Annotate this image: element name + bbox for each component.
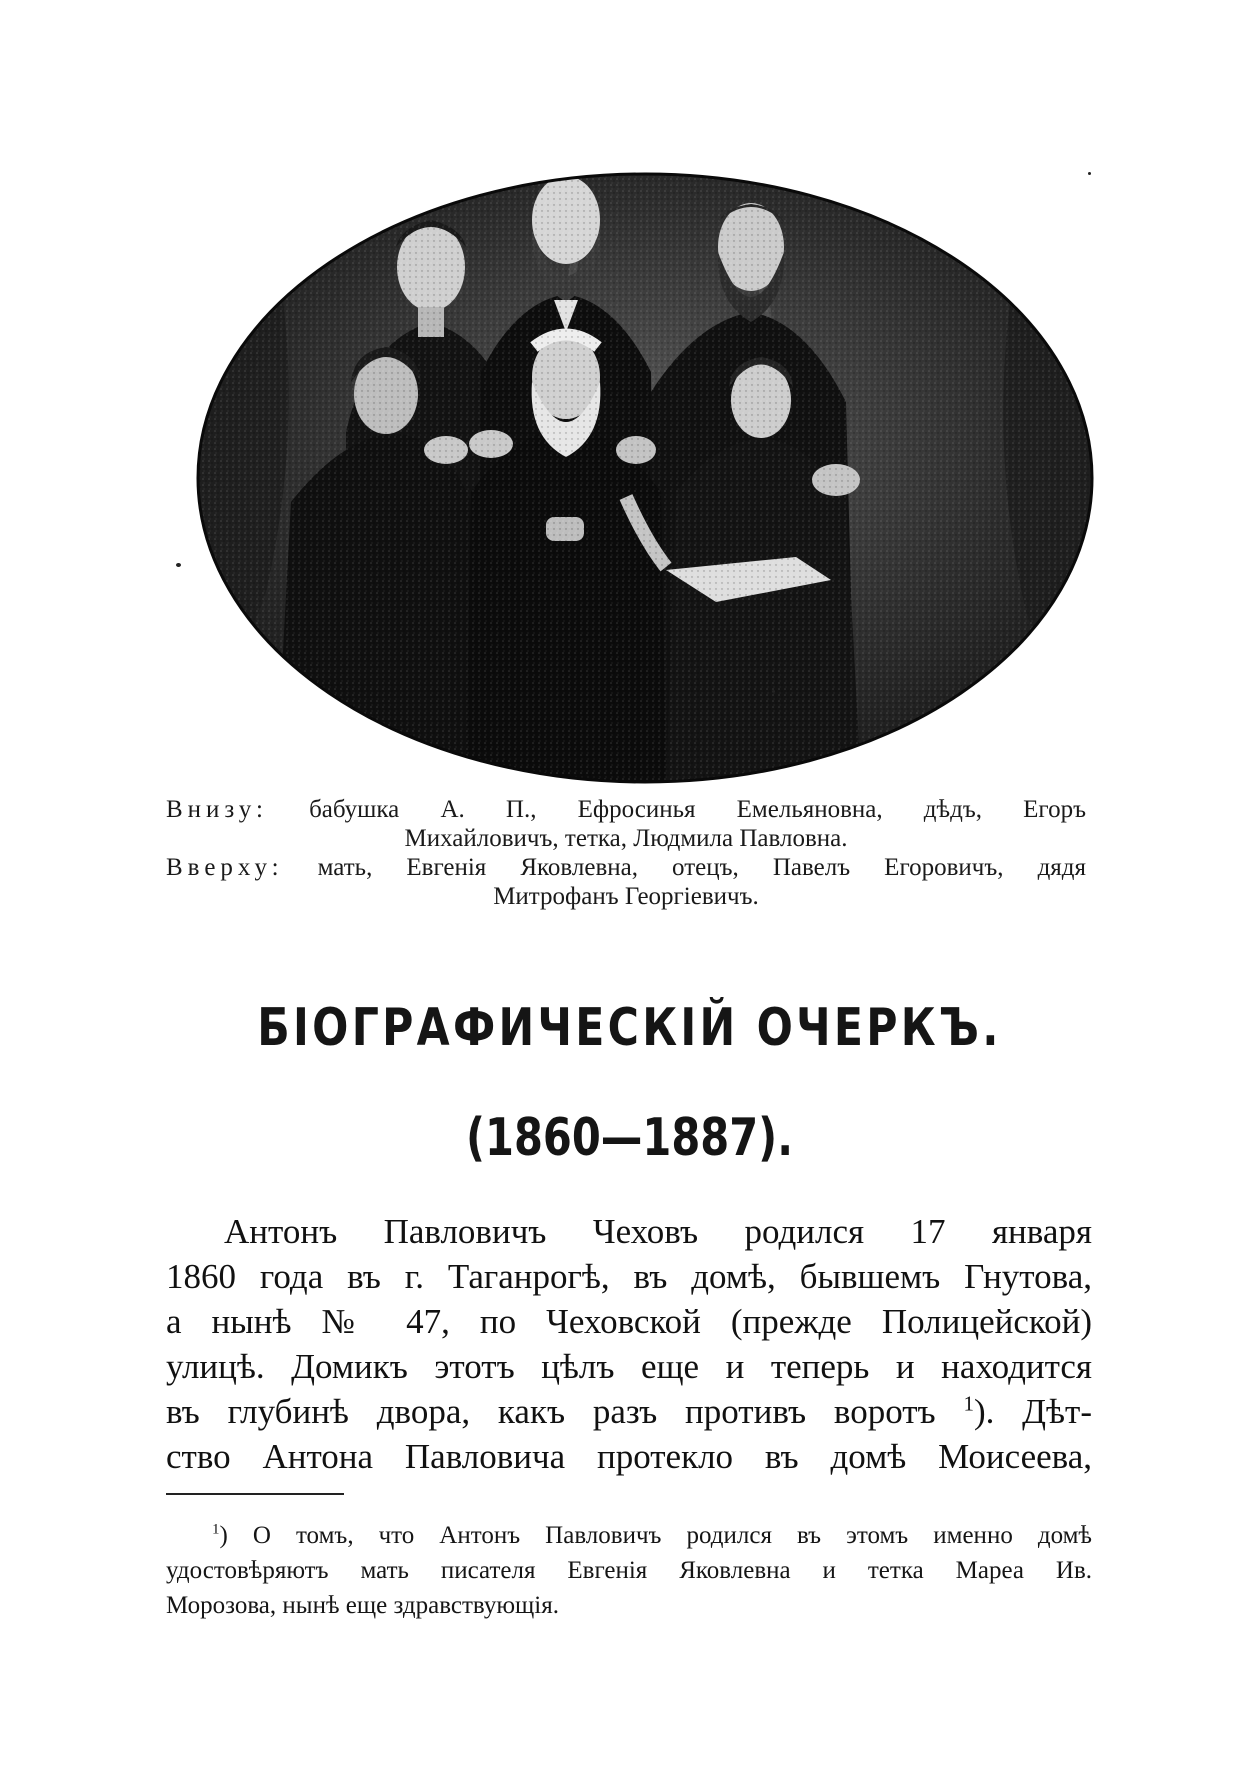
footnote-divider (166, 1493, 344, 1495)
footnote-line: удостовѣряютъ мать писателя Евгенія Яковлевна и тетка Мареа Ив. (166, 1557, 1092, 1584)
print-speck (1088, 172, 1091, 175)
body-paragraph (166, 1209, 1092, 1479)
footnote-line (166, 1518, 1092, 1553)
body-line-text: въ глубинѣ двора, какъ разъ противъ воротъ (166, 1392, 936, 1431)
footnote (166, 1518, 1092, 1623)
caption-line-top-cont: Митрофанъ Георгіевичъ. (493, 883, 759, 910)
chapter-years: (1860—1887). (466, 1108, 793, 1168)
body-line: ство Антона Павловича протекло въ домѣ Моисеева, (166, 1437, 1092, 1476)
caption-line-bottom-row (166, 795, 1086, 824)
footnote-line: Морозова, нынѣ еще здравствующія. (166, 1592, 559, 1619)
footnote-text: ) О томъ, что Антонъ Павловичъ родился въ этомъ именно домѣ (219, 1522, 1092, 1549)
body-line-with-note (166, 1389, 1092, 1434)
print-speck (772, 690, 775, 693)
caption-line-bottom-cont: Михайловичъ, тетка, Людмила Павловна. (404, 825, 848, 852)
body-line: а нынѣ № 47, по Чеховской (прежде Полицейской) (166, 1302, 1092, 1341)
footnote-marker: 1 (212, 1521, 220, 1538)
family-photograph (196, 172, 1094, 784)
body-line: 1860 года въ г. Таганрогѣ, въ домѣ, бывшемъ Гнутова, (166, 1257, 1092, 1296)
caption-line-top-row (166, 853, 1086, 882)
caption-label-bottom: Внизу: (166, 796, 268, 823)
caption-text-bottom: бабушка А. П., Ефросинья Емельяновна, дѣдъ, Егоръ (309, 796, 1086, 823)
body-line: улицѣ. Домикъ этотъ цѣлъ еще и теперь и находится (166, 1347, 1092, 1386)
chapter-title: БІОГРАФИЧЕСКІЙ ОЧЕРКЪ. (257, 998, 1002, 1058)
caption-label-top: Вверху: (166, 854, 284, 881)
print-speck (176, 563, 181, 567)
footnote-reference[interactable]: 1 (963, 1391, 974, 1416)
family-photo-image (196, 172, 1094, 784)
body-line-tail: ). Дѣт- (973, 1392, 1093, 1431)
body-line: Антонъ Павловичъ Чеховъ родился 17 января (224, 1212, 1092, 1251)
caption-text-top: мать, Евгенія Яковлевна, отецъ, Павелъ Егоровичъ, дядя (317, 854, 1087, 881)
